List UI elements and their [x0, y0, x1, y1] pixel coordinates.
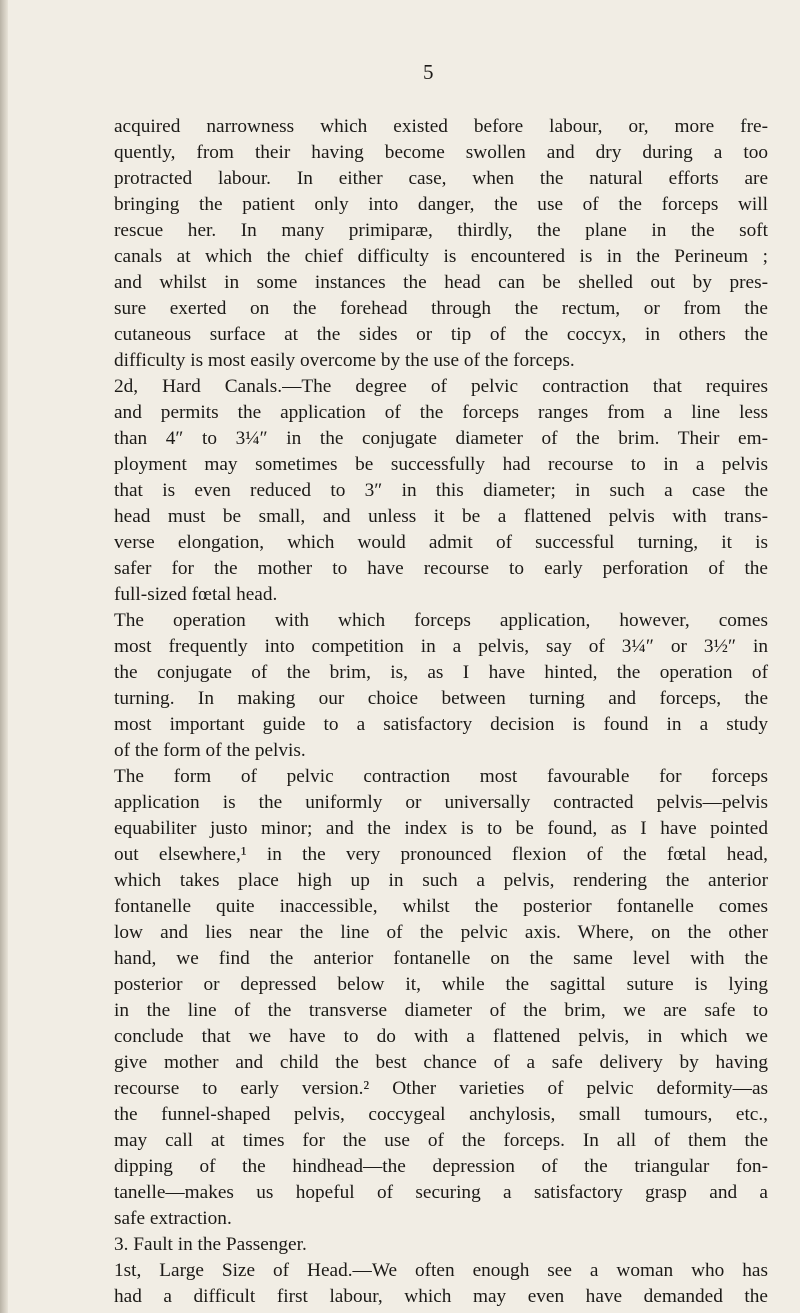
- text-line: may call at times for the use of the forceps. In all of them the: [114, 1130, 768, 1151]
- text-line: the conjugate of the brim, is, as I have hinted, the operation of: [114, 662, 768, 683]
- text-line: canals at which the chief difficulty is encountered is in the Perineum ;: [114, 246, 768, 267]
- text-line: sure exerted on the forehead through the rectum, or from the: [114, 298, 768, 319]
- text-line: 2d, Hard Canals.—The degree of pelvic contraction that requires: [114, 376, 768, 397]
- page-number: 5: [423, 60, 434, 84]
- text-line: protracted labour. In either case, when the natural efforts are: [114, 168, 768, 189]
- text-line: 1st, Large Size of Head.—We often enough see a woman who has: [114, 1260, 768, 1281]
- text-line: that is even reduced to 3″ in this diameter; in such a case the: [114, 480, 768, 501]
- text-line: of the form of the pelvis.: [114, 740, 306, 761]
- text-line: equabiliter justo minor; and the index is to be found, as I have pointed: [114, 818, 768, 839]
- section-heading: 3. Fault in the Passenger.: [114, 1234, 307, 1255]
- text-line: application is the uniformly or universally contracted pelvis—pelvis: [114, 792, 768, 813]
- text-line: out elsewhere,¹ in the very pronounced flexion of the fœtal head,: [114, 844, 768, 865]
- text-line: than 4″ to 3¼″ in the conjugate diameter of the brim. Their em-: [114, 428, 768, 449]
- text-line: safe extraction.: [114, 1208, 232, 1229]
- text-line: verse elongation, which would admit of successful turning, it is: [114, 532, 768, 553]
- text-line: and whilst in some instances the head can be shelled out by pres-: [114, 272, 768, 293]
- text-line: rescue her. In many primiparæ, thirdly, the plane in the soft: [114, 220, 768, 241]
- text-line: turning. In making our choice between turning and forceps, the: [114, 688, 768, 709]
- text-line: which takes place high up in such a pelvis, rendering the anterior: [114, 870, 768, 891]
- text-line: The form of pelvic contraction most favourable for forceps: [114, 766, 768, 787]
- text-line: recourse to early version.² Other varieties of pelvic deformity—as: [114, 1078, 768, 1099]
- text-line: bringing the patient only into danger, the use of the forceps will: [114, 194, 768, 215]
- page-binding-edge: [0, 0, 8, 1313]
- text-line: and permits the application of the forceps ranges from a line less: [114, 402, 768, 423]
- text-line: most important guide to a satisfactory decision is found in a study: [114, 714, 768, 735]
- text-line: tanelle—makes us hopeful of securing a satisfactory grasp and a: [114, 1182, 768, 1203]
- text-line: safer for the mother to have recourse to early perforation of the: [114, 558, 768, 579]
- text-line: quently, from their having become swollen and dry during a too: [114, 142, 768, 163]
- text-line: difficulty is most easily overcome by the use of the forceps.: [114, 350, 575, 371]
- text-line: hand, we find the anterior fontanelle on the same level with the: [114, 948, 768, 969]
- text-line: cutaneous surface at the sides or tip of the coccyx, in others the: [114, 324, 768, 345]
- text-line: posterior or depressed below it, while the sagittal suture is lying: [114, 974, 768, 995]
- text-line: had a difficult first labour, which may even have demanded the: [114, 1286, 768, 1307]
- text-line: fontanelle quite inaccessible, whilst the posterior fontanelle comes: [114, 896, 768, 917]
- text-line: conclude that we have to do with a flattened pelvis, in which we: [114, 1026, 768, 1047]
- text-line: full-sized fœtal head.: [114, 584, 278, 605]
- text-line: ployment may sometimes be successfully had recourse to in a pelvis: [114, 454, 768, 475]
- text-line: in the line of the transverse diameter of the brim, we are safe to: [114, 1000, 768, 1021]
- text-line: acquired narrowness which existed before labour, or, more fre-: [114, 116, 768, 137]
- text-line: give mother and child the best chance of a safe delivery by having: [114, 1052, 768, 1073]
- text-line: most frequently into competition in a pelvis, say of 3¼″ or 3½″ in: [114, 636, 768, 657]
- text-line: head must be small, and unless it be a flattened pelvis with trans-: [114, 506, 768, 527]
- text-line: the funnel-shaped pelvis, coccygeal anchylosis, small tumours, etc.,: [114, 1104, 768, 1125]
- text-line: low and lies near the line of the pelvic axis. Where, on the other: [114, 922, 768, 943]
- text-line: dipping of the hindhead—the depression of the triangular fon-: [114, 1156, 768, 1177]
- text-line: The operation with which forceps application, however, comes: [114, 610, 768, 631]
